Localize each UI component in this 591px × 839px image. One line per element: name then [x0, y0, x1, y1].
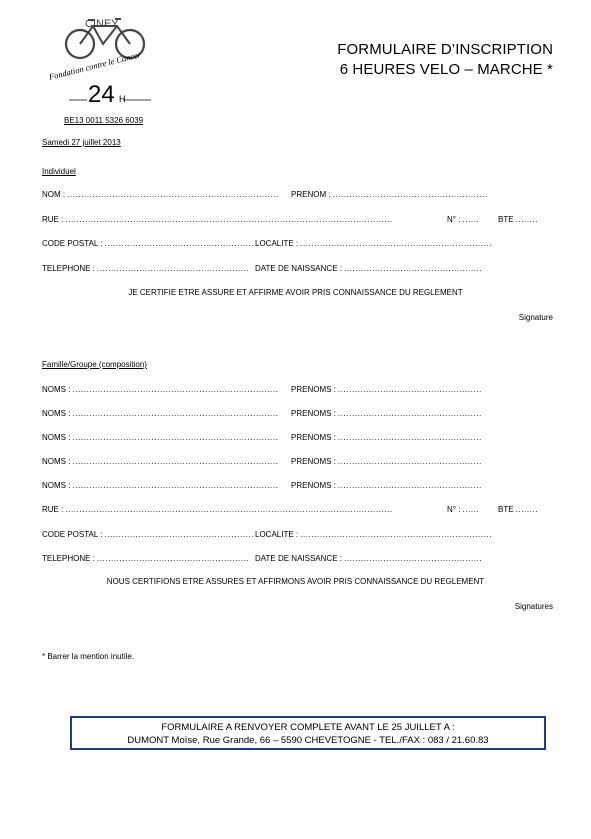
group-rue-field[interactable]: RUE : .................................................................................................................... — [42, 505, 393, 514]
page-title: FORMULAIRE D’INSCRIPTION — [337, 41, 553, 58]
signatures-label: Signatures — [514, 602, 553, 611]
localite-label: LOCALITE : — [255, 530, 299, 539]
rue-field[interactable]: RUE : .................................................................................................................... — [42, 215, 393, 224]
noms-label: NOMS : — [42, 457, 71, 466]
noms-field-4[interactable]: NOMS : ......................................................................... — [42, 457, 279, 466]
section-individual-heading: Individuel — [42, 167, 76, 176]
prenoms-label: PRENOMS : — [291, 481, 336, 490]
event-date: Samedi 27 juillet 2013 — [42, 138, 121, 147]
group-code-postal-field[interactable]: CODE POSTAL : ..................................................... — [42, 530, 255, 539]
prenoms-label: PRENOMS : — [291, 385, 336, 394]
prenoms-field-4[interactable]: PRENOMS : ................................................... — [291, 457, 482, 466]
numero-label: N° : — [447, 215, 461, 224]
rue-label: RUE : — [42, 505, 64, 514]
numero-label: N° : — [447, 505, 461, 514]
individual-statement: JE CERTIFIE ETRE ASSURE ET AFFIRME AVOIR PRIS CONNAISSANCE DU REGLEMENT — [128, 288, 463, 297]
noms-label: NOMS : — [42, 433, 71, 442]
numero-field[interactable]: N° : ...... — [447, 215, 480, 224]
noms-field-3[interactable]: NOMS : ......................................................................... — [42, 433, 279, 442]
telephone-label: TELEPHONE : — [42, 554, 95, 563]
date-naissance-field[interactable]: DATE DE NAISSANCE : ................................................. — [255, 264, 483, 273]
prenoms-field-5[interactable]: PRENOMS : ................................................... — [291, 481, 482, 490]
date-naissance-label: DATE DE NAISSANCE : — [255, 554, 342, 563]
logo-tagline: Fondation contre le Cancer — [47, 49, 142, 82]
group-localite-field[interactable]: LOCALITE : .................................................................... — [255, 530, 493, 539]
group-telephone-field[interactable]: TELEPHONE : ...................................................... — [42, 554, 250, 563]
rue-label: RUE : — [42, 215, 64, 224]
signature-label: Signature — [518, 313, 553, 322]
localite-field[interactable]: LOCALITE : .................................................................... — [255, 239, 493, 248]
noms-field-1[interactable]: NOMS : ......................................................................... — [42, 385, 279, 394]
footnote: * Barrer la mention inutile. — [42, 652, 135, 661]
return-instruction: FORMULAIRE A RENVOYER COMPLETE AVANT LE 25 JUILLET A : — [161, 722, 455, 733]
code-postal-label: CODE POSTAL : — [42, 530, 103, 539]
prenoms-label: PRENOMS : — [291, 409, 336, 418]
code-postal-label: CODE POSTAL : — [42, 239, 103, 248]
noms-field-5[interactable]: NOMS : ......................................................................... — [42, 481, 279, 490]
nom-field[interactable]: NOM : ........................................................................... — [42, 190, 279, 199]
logo-top-text: CINEY — [85, 18, 119, 30]
prenoms-field-3[interactable]: PRENOMS : ................................................... — [291, 433, 482, 442]
logo-number: 24 — [88, 81, 115, 108]
group-date-naissance-field[interactable]: DATE DE NAISSANCE : ................................................. — [255, 554, 483, 563]
telephone-label: TELEPHONE : — [42, 264, 95, 273]
return-address-box — [70, 716, 546, 750]
bte-label: BTE — [498, 505, 514, 514]
section-group-heading: Famille/Groupe (composition) — [42, 360, 147, 369]
group-bte-field[interactable]: BTE ........ — [498, 505, 539, 514]
date-naissance-label: DATE DE NAISSANCE : — [255, 264, 342, 273]
prenoms-label: PRENOMS : — [291, 433, 336, 442]
prenom-field[interactable]: PRENOM : ....................................................... — [291, 190, 488, 199]
localite-label: LOCALITE : — [255, 239, 299, 248]
return-address: DUMONT Moïse, Rue Grande, 66 – 5590 CHEVETOGNE - TEL./FAX : 083 / 21.60.83 — [127, 735, 489, 746]
code-postal-field[interactable]: CODE POSTAL : ..................................................... — [42, 239, 255, 248]
bte-label: BTE — [498, 215, 514, 224]
nom-label: NOM : — [42, 190, 66, 199]
noms-label: NOMS : — [42, 481, 71, 490]
prenom-label: PRENOM : — [291, 190, 331, 199]
noms-label: NOMS : — [42, 409, 71, 418]
group-statement: NOUS CERTIFIONS ETRE ASSURES ET AFFIRMONS AVOIR PRIS CONNAISSANCE DU REGLEMENT — [106, 577, 485, 586]
prenoms-label: PRENOMS : — [291, 457, 336, 466]
prenoms-field-2[interactable]: PRENOMS : ................................................... — [291, 409, 482, 418]
noms-label: NOMS : — [42, 385, 71, 394]
telephone-field[interactable]: TELEPHONE : ...................................................... — [42, 264, 250, 273]
bte-field[interactable]: BTE ........ — [498, 215, 539, 224]
page-subtitle: 6 HEURES VELO – MARCHE * — [339, 61, 553, 78]
prenoms-field-1[interactable]: PRENOMS : ................................................... — [291, 385, 482, 394]
bank-account: BE13 0011 5326 6039 — [64, 116, 144, 125]
noms-field-2[interactable]: NOMS : ......................................................................... — [42, 409, 279, 418]
logo-suffix: H — [119, 94, 126, 104]
group-numero-field[interactable]: N° : ...... — [447, 505, 480, 514]
